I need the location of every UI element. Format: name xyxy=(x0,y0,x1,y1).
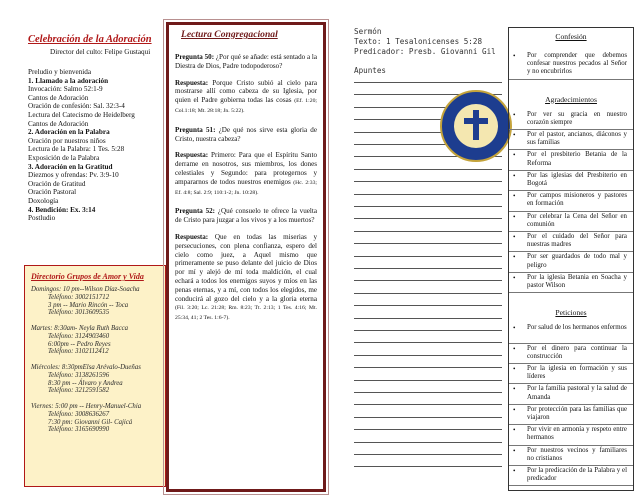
bullet-icon: • xyxy=(513,131,516,139)
directory-line: Martes: 8:30am- Neyla Ruth Bacca xyxy=(31,324,129,332)
bullet-icon: • xyxy=(513,426,516,435)
bullet-icon: • xyxy=(513,273,516,282)
note-line xyxy=(354,181,502,182)
sermon-preacher: Predicador: Presb. Giovanni Gil xyxy=(354,47,496,56)
note-line xyxy=(354,218,502,219)
note-line xyxy=(354,194,502,195)
directory-line: 8:30 pm -- Álvaro y Andrea xyxy=(31,379,123,387)
directory-line: Teléfono: 3124903460 xyxy=(31,332,110,340)
prayer-item: • Por la iglesia en formación y sus líderes xyxy=(513,365,627,381)
prayer-item: • Por la predicación de la Palabra y el predicador xyxy=(513,467,627,483)
note-line xyxy=(354,367,502,368)
directory-line: Viernes: 5:00 pm -- Henry-Manuel-Chia xyxy=(31,402,142,410)
bullet-icon: • xyxy=(513,365,516,373)
note-line xyxy=(354,404,502,405)
liturgy-line: Diezmos y ofrendas: Pv. 3:9-10 xyxy=(28,171,119,180)
prayer-item: • Por campos misioneros y pastores en formación xyxy=(513,192,627,208)
prayer-item: • Por comprender que debemos confesar nuestros pecados al Señor y no encubrirlos xyxy=(513,52,627,76)
catechism-answer: Respuesta: Primero: Para que el Espíritu Santo derrame en nosotros, sus miembros, los dones celestiales y Segundo: para protegernos y ampararnos de todos nuestros enemigos (Hc. 2:33; Ef. 4:8; Sal. 2:9; 110:1-2; Jn. 10:28). xyxy=(175,151,318,196)
liturgy-line: Lectura de la Palabra: 1 Tes. 5:28 xyxy=(28,145,125,154)
note-line xyxy=(354,318,502,319)
directory-line: Domingos: 10 pm--Wilson Díaz-Soacha xyxy=(31,286,140,293)
directory-line: 3 pm -- Mario Rincón -- Toca xyxy=(31,301,129,309)
prayer-item: • Por el pastor, ancianos, diáconos y sus familias xyxy=(513,131,627,147)
note-line xyxy=(354,243,502,244)
bullet-icon: • xyxy=(513,446,516,455)
note-line xyxy=(354,231,502,232)
prayer-item: • Por ser guardados de todo mal y peligro xyxy=(513,253,627,269)
liturgy-line: Preludio y bienvenida xyxy=(28,68,92,76)
sermon-text: Texto: 1 Tesalonicenses 5:28 xyxy=(354,37,483,46)
prayer-item: • Por salud de los hermanos enfermos xyxy=(513,324,627,333)
note-line xyxy=(354,256,502,257)
liturgy-line: Invocación: Salmo 52:1-9 xyxy=(28,85,103,94)
bullet-icon: • xyxy=(513,344,516,353)
directory-box xyxy=(24,265,166,487)
liturgy-line: 4. Bendición: Ex. 3:14 xyxy=(28,205,96,214)
confession-title: Confesión xyxy=(555,32,587,41)
liturgy-line: Oración Pastoral xyxy=(28,188,77,197)
directory-line: 7:30 pm: Giovanni Gil- Cajicá xyxy=(31,418,133,426)
note-line xyxy=(354,293,502,294)
directory-list xyxy=(31,286,141,434)
liturgy-line: 1. Llamado a la adoración xyxy=(28,76,109,85)
directory-line xyxy=(31,356,141,364)
prayer-item: • Por celebrar la Cena del Señor en comunión xyxy=(513,212,627,228)
note-line xyxy=(354,454,502,455)
liturgy-line: 3. Adoración en la Gratitud xyxy=(28,162,113,171)
thanks-title: Agradecimientos xyxy=(545,94,597,104)
note-line xyxy=(354,417,502,418)
bullet-icon: • xyxy=(513,324,516,333)
liturgy-line: 2. Adoración en la Palabra xyxy=(28,128,110,137)
directory-line xyxy=(31,395,141,403)
prayer-item: • Por el cuidado del Señor para nuestras madres xyxy=(513,233,627,249)
directory-line: Teléfono: 3013609535 xyxy=(31,309,110,317)
liturgy-line: Oración por nuestros niños xyxy=(28,136,106,145)
prayer-item: • Por las iglesias del Presbiterio en Bogotá xyxy=(513,171,627,187)
note-line xyxy=(354,169,502,170)
catechism-answer: Respuesta: Que en todas las miserias y persecuciones, con plena confianza, espero del cielo como juez, a Aquel mismo que primeramente se puso delante del juicio de Dios por mí y alejó de mí toda maldición, el cual echará a todos los enemigos suyos y míos en las penas eternas, y a mí, con todos los elegidos, me conducirá al gozo del cielo y a la gloria eterna (Fil. 3:20; Lc. 21:28; Rm. 8:23; Tt. 2:13; 1 Tes. 4:16; Mt. 25:34, 41; 2 Tes. 1:6-7). xyxy=(175,232,317,322)
prayer-item: • Por el presbiterio Betania de la Reforma xyxy=(513,151,627,167)
note-line xyxy=(354,429,502,430)
bullet-icon: • xyxy=(513,151,516,160)
sermon-label: Sermón xyxy=(354,27,382,36)
bullet-icon: • xyxy=(513,52,516,60)
liturgy-line: Oración de confesión: Sal. 32:3-4 xyxy=(28,102,125,111)
prayer-item: • Por la iglesia Betania en Soacha y pastor Wilson xyxy=(513,273,627,289)
directory-line xyxy=(31,317,141,325)
note-line xyxy=(354,268,502,269)
congregational-reading-title: Lectura Congregacional xyxy=(181,29,278,40)
note-line xyxy=(354,342,502,343)
bullet-icon: • xyxy=(513,253,516,262)
bullet-icon: • xyxy=(513,467,516,475)
catechism-questions xyxy=(175,53,317,333)
directory-line: Teléfono: 3008636267 xyxy=(31,410,110,418)
liturgy-title: Celebración de la Adoración xyxy=(28,34,152,45)
directory-line: Teléfono: 3002151712 xyxy=(31,293,110,301)
church-logo xyxy=(440,90,512,162)
directory-line: Teléfono: 3138261596 xyxy=(31,371,110,379)
liturgy-line: Oración de Gratitud xyxy=(28,179,86,188)
directory-line: Miércoles: 8:30pmElsa Arévalo-Dueñas xyxy=(31,363,141,371)
bullet-icon: • xyxy=(513,192,516,201)
catechism-question: Pregunta 50: ¿Por qué se añade: está sentado a la Diestra de Dios, Padre todopoderoso? xyxy=(175,53,317,70)
directory-line: Teléfono: 3165690990 xyxy=(31,426,110,434)
note-line xyxy=(354,442,502,443)
liturgy-director: Director del culto: Felipe Gustaqui xyxy=(50,48,151,56)
catechism-question: Pregunta 52: ¿Qué consuelo te ofrece la vuelta de Cristo para juzgar a los vivos y a los muertos? xyxy=(175,207,318,225)
bullet-icon: • xyxy=(513,405,516,414)
note-line xyxy=(354,330,502,331)
prayer-item: • Por vivir en armonía y respeto entre hermanos xyxy=(513,426,627,442)
liturgy-line: Cantos de Adoración xyxy=(28,93,89,102)
prayer-item: • Por ver su gracia en nuestro corazón siempre xyxy=(513,110,627,126)
catechism-question: Pregunta 51: ¿De qué nos sirve esta gloria de Cristo, nuestra cabeza? xyxy=(175,125,317,143)
note-line xyxy=(354,466,502,467)
note-line xyxy=(354,305,502,306)
liturgy-line: Doxología xyxy=(28,196,59,205)
petitions-title: Peticiones xyxy=(555,308,587,318)
liturgy-line: Lectura del Catecismo de Heidelberg xyxy=(28,110,135,119)
bullet-icon: • xyxy=(513,385,516,394)
directory-line: 6:00pm -- Pedro Reyes xyxy=(31,340,111,348)
note-line xyxy=(354,392,502,393)
catechism-answer: Respuesta: Porque Cristo subió al cielo para mostrarse allí como cabeza de su Iglesia, por quien el Padre gobierna todas las cosas (Ef. 1:20; Col.1:18; Mt. 28:18; Jn. 5:22). xyxy=(175,78,317,114)
liturgy-line: Exposición de la Palabra xyxy=(28,153,100,162)
prayer-item: • Por nuestros vecinos y familiares no cristianos xyxy=(513,446,627,462)
note-line xyxy=(354,280,502,281)
directory-line: Teléfono: 3102112412 xyxy=(31,348,109,356)
bullet-icon: • xyxy=(513,171,516,180)
prayer-item: • Por protección para las familias que viajaron xyxy=(513,405,627,421)
note-line xyxy=(354,82,502,83)
bullet-icon: • xyxy=(513,212,516,221)
notes-label: Apuntes xyxy=(354,66,387,75)
liturgy-list xyxy=(28,68,135,223)
liturgy-line: Postludio xyxy=(28,214,56,223)
note-line xyxy=(354,206,502,207)
congregational-reading-box xyxy=(166,22,326,492)
note-line xyxy=(354,355,502,356)
prayer-item: • Por el dinero para continuar la construcción xyxy=(513,344,627,360)
bullet-icon: • xyxy=(513,233,516,241)
prayer-item: • Por la familia pastoral y la salud de Amanda xyxy=(513,385,627,401)
note-line xyxy=(354,380,502,381)
directory-line: Teléfono: 3212591582 xyxy=(31,387,110,395)
directory-title: Directorio Grupos de Amor y Vida xyxy=(31,272,144,281)
prayer-box xyxy=(508,27,634,491)
bullet-icon: • xyxy=(513,110,516,119)
liturgy-line: Cantos de Adoración xyxy=(28,119,89,128)
